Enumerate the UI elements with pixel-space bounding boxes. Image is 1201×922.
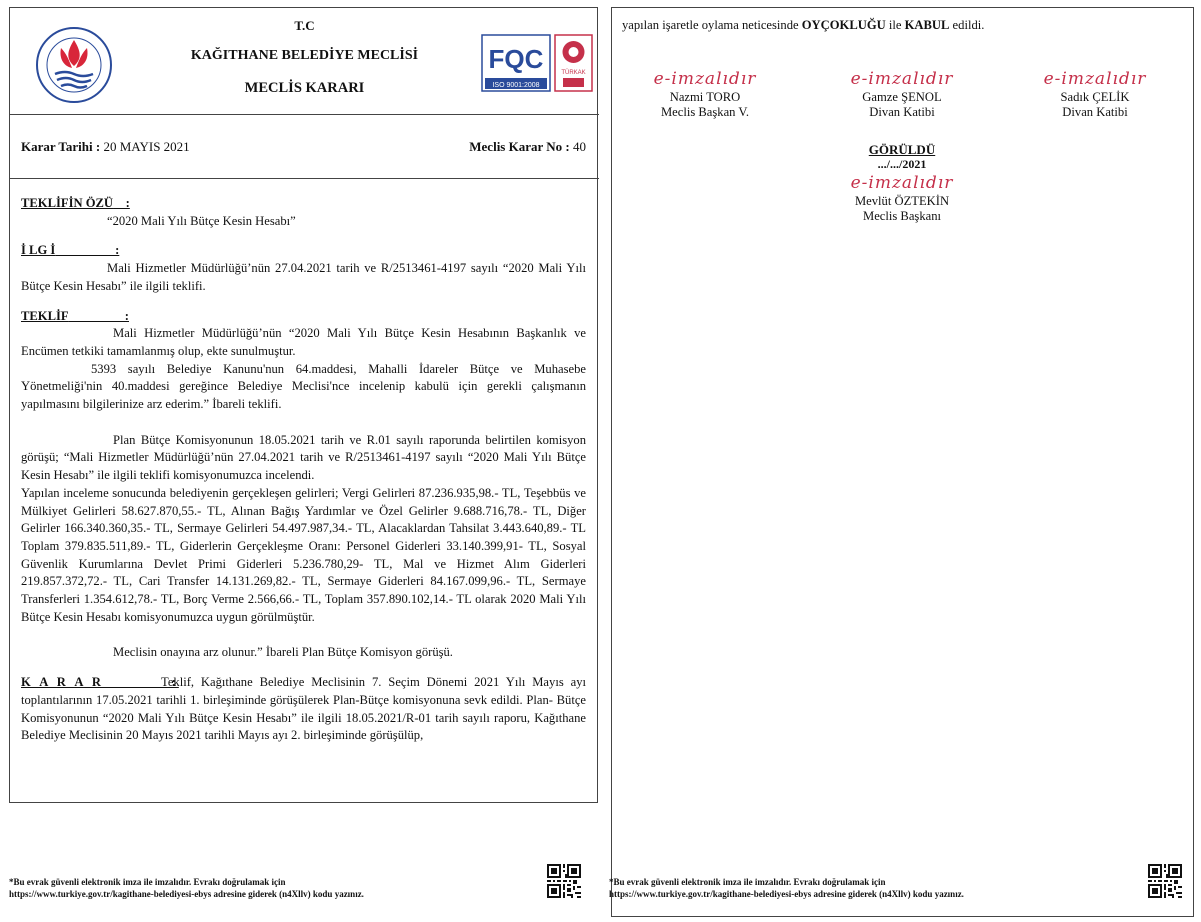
vote-result-line: yapılan işaretle oylama neticesinde OYÇOKLUĞU ile KABUL edildi. [622, 18, 985, 32]
signer-name: Sadık ÇELİK [1060, 90, 1130, 104]
decision-date: Karar Tarihi : 20 MAYIS 2021 [21, 139, 190, 154]
karar-text: Teklif, Kağıthane Belediye Meclisinin 7. Seçim Dönemi 2021 Yılı Mayıs ayı toplantılarının 17.05.2021 tarihli 1. birleşiminde görüşülerek Plan-Bütçe komisyonuna sevk edildi. Plan- Bütçe Komisyonunun “2020 Mali Yılı Bütçe Kesin Hesabı” ile ilgili 18.05.2021/R-01 tarih sayılı raporu, Kağıthane Belediye Meclisinin 20 Mayıs 2021 tarihli Mayıs ayı 2. birleşiminde görüşülüp, [21, 675, 586, 743]
e-signature-stamp: e-imzalıdır [653, 69, 757, 89]
section-karar-heading: K A R A R : [21, 675, 179, 690]
svg-text:ISO 9001:2008: ISO 9001:2008 [492, 82, 540, 89]
page1-footer-note: *Bu evrak güvenli elektronik imza ile imzalıdır. Evrakı doğrulamak için https://www.turkiye.gov.tr/kagithane-belediyesi-ebys adresine giderek (n4Xllv) kodu yazınız. [9, 877, 364, 899]
signature-block [817, 68, 987, 120]
document-page-1 [9, 7, 598, 803]
signer-title: Divan Katibi [869, 105, 935, 119]
signer-title: Meclis Başkanı [863, 209, 941, 223]
section-ilgi-heading: İ LG İ : [21, 243, 120, 258]
commission-paragraph-1: Plan Bütçe Komisyonunun 18.05.2021 tarih ve R.01 sayılı raporunda belirtilen komisyon görüşü; “Mali Hizmetler Müdürlüğü’nün 27.04.2021 tarih ve R/2513461-4197 sayılı “2020 Mali Yılı Bütçe Kesin Hesabı” ile ilgili teklifi komisyonumuzca incelendi. [21, 432, 586, 483]
svg-text:FQC: FQC [488, 44, 544, 74]
signer-title: Meclis Başkan V. [660, 105, 750, 119]
signature-block [1010, 68, 1180, 120]
signature-block [620, 68, 790, 120]
goruldu-heading: GÖRÜLDÜ [868, 142, 936, 157]
header-organization: KAĞITHANE BELEDİYE MECLİSİ [190, 48, 419, 63]
document-body [21, 195, 586, 745]
section-ilgi-text: Mali Hizmetler Müdürlüğü’nün 27.04.2021 tarih ve R/2513461-4197 sayılı “2020 Mali Yılı Bütçe Kesin Hesabı” ile ilgili teklifi. [21, 261, 586, 293]
header-divider [10, 114, 599, 115]
qr-code-icon [1148, 864, 1182, 898]
e-signature-stamp: e-imzalıdır [850, 69, 954, 89]
signer-name: Nazmi TORO [669, 90, 741, 104]
commission-paragraph-3: Meclisin onayına arz olunur.” İbareli Plan Bütçe Komisyon görüşü. [113, 645, 453, 660]
header-tc: T.C [294, 18, 315, 33]
goruldu-date: .../.../2021 [877, 157, 927, 171]
iso-certificate-logo [481, 34, 593, 92]
commission-paragraph-2: Yapılan inceleme sonucunda belediyenin gerçekleşen gelirleri; Vergi Gelirleri 87.236.935,98.- TL, Teşebbüs ve Mülkiyet Gelirleri 58.627.870,55.- TL, Alınan Bağış Yardımlar ve Özel Gelirler 9.688.716,78.- TL, Diğer Gelirler 166.340.360,35.- TL, Sermaye Gelirleri 54.497.987,34.- TL, Alacaklardan Tahsilat 3.443.640,89.- TL Toplam 379.835.511,89.- TL, Giderlerin Gerçekleşme Oranı: Personel Giderleri 33.140.399,91- TL, Sosyal Güvenlik Kurumlarına Devlet Primi Giderleri 5.236.780,29- TL, Mal ve Hizmet Alım Giderleri 219.857.372,72.- TL, Cari Transfer 14.131.269,82.- TL, Sermaye Giderleri 84.167.099,96.- TL, Sermaye Transferleri 1.354.612,78.- TL, Borç Verme 2.566,66.- TL, Toplam 357.890.102,14.- TL olarak 2020 Mali Yılı Bütçe Kesin Hesabı komisyonumuzca uygun görülmüştür. [21, 485, 586, 624]
teklif-paragraph-1: Mali Hizmetler Müdürlüğü’nün “2020 Mali Yılı Bütçe Kesin Hesabının Başkanlık ve Encümen tetkiki tamamlanmış olup, ekte sunulmuştur. [21, 326, 586, 358]
page2-footer-note: *Bu evrak güvenli elektronik imza ile imzalıdır. Evrakı doğrulamak için https://www.turkiye.gov.tr/kagithane-belediyesi-ebys adresine giderek (n4Xllv) kodu yazınız. [609, 877, 964, 899]
teklif-paragraph-2: 5393 sayılı Belediye Kanunu'nun 64.maddesi, Mahalli İdareler Bütçe ve Muhasebe Yönetmeliği'nin 40.maddesi gereğince Belediye Meclisi'nce incelenip kabulü için gerekli çalışmanın yapılmasını bilgilerinize arz ederim.” İbareli teklifi. [21, 361, 586, 412]
signer-name: Mevlüt ÖZTEKİN [854, 194, 950, 208]
section-ozu-text: “2020 Mali Yılı Bütçe Kesin Hesabı” [107, 213, 296, 228]
decision-number: Meclis Karar No : 40 [469, 139, 586, 154]
signer-name: Gamze ŞENOL [862, 90, 942, 104]
section-ozu-heading: TEKLİFİN ÖZÜ : [21, 196, 130, 210]
qr-code-icon [547, 864, 581, 898]
svg-text:TÜRKAK: TÜRKAK [561, 70, 586, 76]
e-signature-stamp: e-imzalıdır [1043, 69, 1147, 89]
meta-divider [10, 178, 599, 179]
president-signature-block [817, 142, 987, 224]
signer-title: Divan Katibi [1062, 105, 1128, 119]
section-teklif-heading: TEKLİF : [21, 308, 129, 323]
e-signature-stamp: e-imzalıdır [850, 173, 954, 193]
decision-meta-row [21, 139, 586, 155]
header-document-type: MECLİS KARARI [244, 80, 365, 96]
